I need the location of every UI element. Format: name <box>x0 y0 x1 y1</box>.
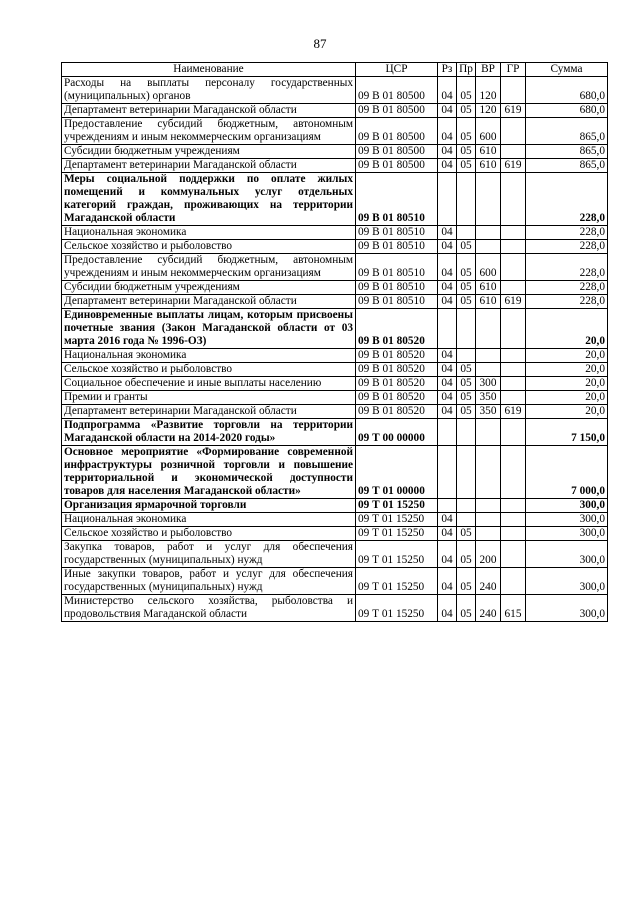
cell-gr <box>501 281 526 295</box>
cell-sum: 20,0 <box>526 349 608 363</box>
cell-name: Департамент ветеринарии Магаданской области <box>62 104 356 118</box>
cell-pr: 05 <box>457 254 476 281</box>
cell-pr <box>457 419 476 446</box>
cell-gr <box>501 377 526 391</box>
cell-csr: 09 В 01 80520 <box>356 309 438 349</box>
cell-rz: 04 <box>438 527 457 541</box>
cell-gr <box>501 254 526 281</box>
cell-gr <box>501 145 526 159</box>
cell-gr <box>501 391 526 405</box>
cell-vr: 610 <box>476 281 501 295</box>
cell-gr: 619 <box>501 295 526 309</box>
cell-csr: 09 Т 01 15250 <box>356 595 438 622</box>
cell-vr: 350 <box>476 405 501 419</box>
cell-csr: 09 В 01 80510 <box>356 281 438 295</box>
cell-sum: 865,0 <box>526 145 608 159</box>
table-row <box>62 281 608 295</box>
cell-sum: 7 000,0 <box>526 446 608 499</box>
cell-sum: 300,0 <box>526 568 608 595</box>
cell-rz: 04 <box>438 405 457 419</box>
cell-name: Национальная экономика <box>62 349 356 363</box>
cell-sum: 20,0 <box>526 391 608 405</box>
cell-vr: 300 <box>476 377 501 391</box>
cell-pr: 05 <box>457 145 476 159</box>
cell-pr <box>457 309 476 349</box>
cell-gr <box>501 513 526 527</box>
cell-name: Меры социальной поддержки по оплате жилых помещений и коммунальных услуг отдельных категорий граждан, проживающих на территории Магаданской области <box>62 173 356 226</box>
cell-csr: 09 Т 01 00000 <box>356 446 438 499</box>
table-row <box>62 226 608 240</box>
cell-vr <box>476 499 501 513</box>
cell-pr: 05 <box>457 391 476 405</box>
cell-gr <box>501 226 526 240</box>
cell-gr <box>501 118 526 145</box>
cell-pr: 05 <box>457 595 476 622</box>
table-row <box>62 118 608 145</box>
table-row <box>62 419 608 446</box>
header-pr: Пр <box>457 63 476 77</box>
cell-rz <box>438 419 457 446</box>
table-row <box>62 527 608 541</box>
cell-name: Сельское хозяйство и рыболовство <box>62 527 356 541</box>
cell-name: Субсидии бюджетным учреждениям <box>62 281 356 295</box>
cell-name: Министерство сельского хозяйства, рыболовства и продовольствия Магаданской области <box>62 595 356 622</box>
cell-name: Субсидии бюджетным учреждениям <box>62 145 356 159</box>
cell-csr: 09 В 01 80500 <box>356 104 438 118</box>
header-csr: ЦСР <box>356 63 438 77</box>
cell-name: Национальная экономика <box>62 226 356 240</box>
cell-pr: 05 <box>457 363 476 377</box>
cell-csr: 09 В 01 80510 <box>356 240 438 254</box>
table-row <box>62 349 608 363</box>
cell-vr: 610 <box>476 295 501 309</box>
table-row <box>62 295 608 309</box>
page-number: 87 <box>313 36 327 51</box>
cell-name: Предоставление субсидий бюджетным, автономным учреждениям и иным некоммерческим организациям <box>62 118 356 145</box>
cell-gr <box>501 309 526 349</box>
cell-name: Основное мероприятие «Формирование современной инфраструктуры розничной торговли и повышение территориальной и экономической доступности товаров для населения Магаданской области» <box>62 446 356 499</box>
cell-csr: 09 В 01 80510 <box>356 173 438 226</box>
cell-name: Сельское хозяйство и рыболовство <box>62 240 356 254</box>
cell-gr <box>501 363 526 377</box>
cell-pr <box>457 349 476 363</box>
cell-sum: 20,0 <box>526 405 608 419</box>
cell-csr: 09 Т 01 15250 <box>356 527 438 541</box>
cell-vr: 610 <box>476 159 501 173</box>
cell-gr <box>501 527 526 541</box>
cell-rz: 04 <box>438 568 457 595</box>
table-row <box>62 513 608 527</box>
table-row <box>62 568 608 595</box>
cell-rz: 04 <box>438 240 457 254</box>
cell-sum: 20,0 <box>526 309 608 349</box>
cell-vr: 600 <box>476 254 501 281</box>
cell-gr: 619 <box>501 405 526 419</box>
cell-vr: 200 <box>476 541 501 568</box>
cell-csr: 09 Т 00 00000 <box>356 419 438 446</box>
cell-csr: 09 В 01 80500 <box>356 159 438 173</box>
cell-gr <box>501 419 526 446</box>
cell-name: Расходы на выплаты персоналу государственных (муниципальных) органов <box>62 77 356 104</box>
cell-sum: 865,0 <box>526 159 608 173</box>
cell-gr <box>501 349 526 363</box>
cell-rz: 04 <box>438 377 457 391</box>
cell-sum: 865,0 <box>526 118 608 145</box>
table-row <box>62 309 608 349</box>
cell-rz: 04 <box>438 159 457 173</box>
cell-name: Национальная экономика <box>62 513 356 527</box>
cell-pr <box>457 226 476 240</box>
budget-table <box>61 62 608 622</box>
cell-name: Иные закупки товаров, работ и услуг для обеспечения государственных (муниципальных) нужд <box>62 568 356 595</box>
cell-rz: 04 <box>438 595 457 622</box>
cell-pr: 05 <box>457 281 476 295</box>
cell-vr <box>476 240 501 254</box>
cell-rz: 04 <box>438 77 457 104</box>
cell-gr: 619 <box>501 104 526 118</box>
cell-name: Департамент ветеринарии Магаданской области <box>62 295 356 309</box>
cell-sum: 20,0 <box>526 363 608 377</box>
cell-vr: 610 <box>476 145 501 159</box>
cell-gr <box>501 541 526 568</box>
cell-csr: 09 Т 01 15250 <box>356 541 438 568</box>
cell-csr: 09 В 01 80520 <box>356 377 438 391</box>
cell-name: Организация ярмарочной торговли <box>62 499 356 513</box>
cell-sum: 680,0 <box>526 104 608 118</box>
cell-name: Департамент ветеринарии Магаданской области <box>62 159 356 173</box>
cell-name: Предоставление субсидий бюджетным, автономным учреждениям и иным некоммерческим организациям <box>62 254 356 281</box>
cell-vr <box>476 226 501 240</box>
cell-rz: 04 <box>438 363 457 377</box>
cell-csr: 09 В 01 80500 <box>356 118 438 145</box>
cell-rz: 04 <box>438 513 457 527</box>
cell-gr <box>501 173 526 226</box>
cell-rz: 04 <box>438 226 457 240</box>
cell-csr: 09 В 01 80520 <box>356 405 438 419</box>
cell-vr: 120 <box>476 77 501 104</box>
cell-gr: 615 <box>501 595 526 622</box>
cell-sum: 20,0 <box>526 377 608 391</box>
cell-csr: 09 Т 01 15250 <box>356 513 438 527</box>
table-row <box>62 240 608 254</box>
table-row <box>62 499 608 513</box>
table-row <box>62 254 608 281</box>
cell-sum: 228,0 <box>526 254 608 281</box>
cell-vr: 120 <box>476 104 501 118</box>
cell-name: Сельское хозяйство и рыболовство <box>62 363 356 377</box>
cell-name: Департамент ветеринарии Магаданской области <box>62 405 356 419</box>
header-gr: ГР <box>501 63 526 77</box>
cell-rz <box>438 446 457 499</box>
cell-sum: 300,0 <box>526 513 608 527</box>
cell-vr <box>476 513 501 527</box>
cell-pr: 05 <box>457 104 476 118</box>
cell-sum: 300,0 <box>526 541 608 568</box>
cell-vr <box>476 349 501 363</box>
cell-pr: 05 <box>457 118 476 145</box>
cell-vr <box>476 363 501 377</box>
cell-pr: 05 <box>457 568 476 595</box>
cell-sum: 228,0 <box>526 173 608 226</box>
cell-vr <box>476 446 501 499</box>
cell-gr <box>501 446 526 499</box>
table-row <box>62 405 608 419</box>
cell-vr <box>476 309 501 349</box>
cell-pr: 05 <box>457 77 476 104</box>
cell-pr: 05 <box>457 541 476 568</box>
cell-sum: 228,0 <box>526 281 608 295</box>
table-row <box>62 159 608 173</box>
table-row <box>62 104 608 118</box>
header-name: Наименование <box>62 63 356 77</box>
cell-rz: 04 <box>438 254 457 281</box>
table-row <box>62 363 608 377</box>
table-row <box>62 391 608 405</box>
cell-sum: 7 150,0 <box>526 419 608 446</box>
cell-csr: 09 Т 01 15250 <box>356 499 438 513</box>
cell-name: Подпрограмма «Развитие торговли на территории Магаданской области на 2014-2020 годы» <box>62 419 356 446</box>
cell-pr <box>457 446 476 499</box>
cell-gr <box>501 240 526 254</box>
cell-name: Единовременные выплаты лицам, которым присвоены почетные звания (Закон Магаданской области от 03 марта 2016 года № 1996-ОЗ) <box>62 309 356 349</box>
cell-sum: 300,0 <box>526 527 608 541</box>
cell-pr: 05 <box>457 527 476 541</box>
cell-name: Закупка товаров, работ и услуг для обеспечения государственных (муниципальных) нужд <box>62 541 356 568</box>
cell-csr: 09 В 01 80500 <box>356 145 438 159</box>
cell-sum: 680,0 <box>526 77 608 104</box>
cell-rz <box>438 309 457 349</box>
table-row <box>62 145 608 159</box>
cell-gr: 619 <box>501 159 526 173</box>
cell-csr: 09 В 01 80520 <box>356 391 438 405</box>
header-vr: ВР <box>476 63 501 77</box>
cell-rz <box>438 499 457 513</box>
cell-csr: 09 В 01 80520 <box>356 363 438 377</box>
cell-csr: 09 В 01 80510 <box>356 295 438 309</box>
cell-pr: 05 <box>457 405 476 419</box>
cell-pr <box>457 513 476 527</box>
cell-pr <box>457 499 476 513</box>
cell-name: Социальное обеспечение и иные выплаты населению <box>62 377 356 391</box>
cell-vr: 350 <box>476 391 501 405</box>
cell-csr: 09 Т 01 15250 <box>356 568 438 595</box>
cell-rz: 04 <box>438 349 457 363</box>
cell-vr <box>476 173 501 226</box>
header-rz: Рз <box>438 63 457 77</box>
cell-sum: 300,0 <box>526 595 608 622</box>
table-body <box>62 77 608 622</box>
cell-vr <box>476 527 501 541</box>
table-row <box>62 377 608 391</box>
cell-rz: 04 <box>438 145 457 159</box>
header-sum: Сумма <box>526 63 608 77</box>
table-row <box>62 541 608 568</box>
cell-sum: 228,0 <box>526 295 608 309</box>
cell-vr: 240 <box>476 568 501 595</box>
cell-vr <box>476 419 501 446</box>
cell-gr <box>501 499 526 513</box>
cell-sum: 228,0 <box>526 240 608 254</box>
table-row <box>62 173 608 226</box>
cell-rz: 04 <box>438 295 457 309</box>
cell-pr: 05 <box>457 377 476 391</box>
cell-gr <box>501 77 526 104</box>
cell-rz: 04 <box>438 391 457 405</box>
cell-csr: 09 В 01 80520 <box>356 349 438 363</box>
cell-rz: 04 <box>438 118 457 145</box>
cell-pr: 05 <box>457 240 476 254</box>
table-row <box>62 77 608 104</box>
cell-rz: 04 <box>438 104 457 118</box>
table-header-row <box>62 63 608 77</box>
cell-rz: 04 <box>438 541 457 568</box>
cell-csr: 09 В 01 80500 <box>356 77 438 104</box>
cell-sum: 300,0 <box>526 499 608 513</box>
cell-sum: 228,0 <box>526 226 608 240</box>
cell-pr <box>457 173 476 226</box>
cell-pr: 05 <box>457 159 476 173</box>
cell-csr: 09 В 01 80510 <box>356 226 438 240</box>
table-row <box>62 446 608 499</box>
cell-vr: 240 <box>476 595 501 622</box>
cell-rz <box>438 173 457 226</box>
table-row <box>62 595 608 622</box>
cell-csr: 09 В 01 80510 <box>356 254 438 281</box>
cell-name: Премии и гранты <box>62 391 356 405</box>
cell-gr <box>501 568 526 595</box>
cell-vr: 600 <box>476 118 501 145</box>
cell-pr: 05 <box>457 295 476 309</box>
cell-rz: 04 <box>438 281 457 295</box>
